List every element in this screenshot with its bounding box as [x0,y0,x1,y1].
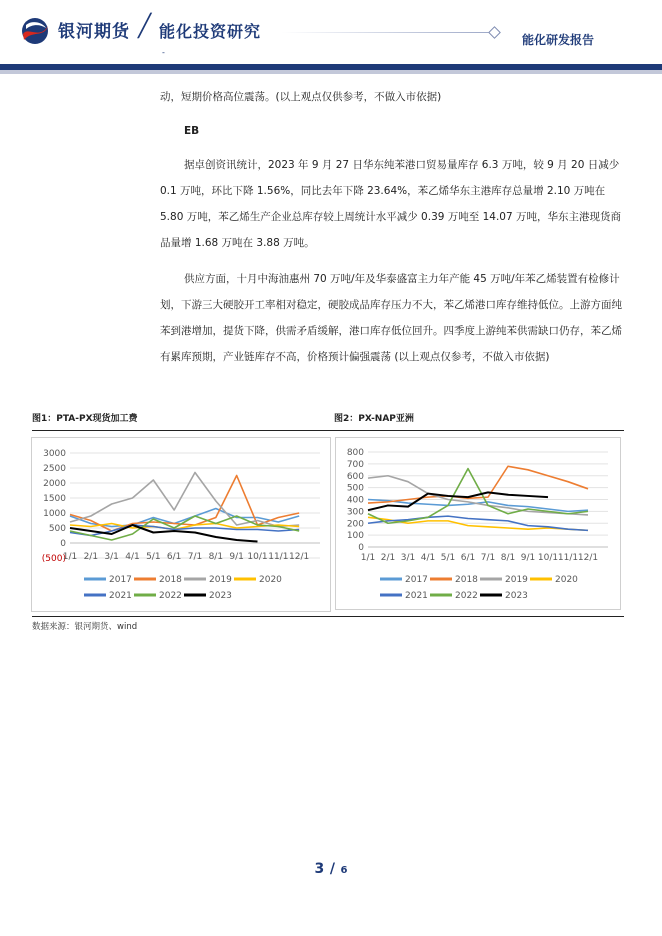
x-tick-label: 1/1 [62,552,78,562]
y-tick-label: 500 [48,524,66,534]
x-tick-label: 12/1 [289,552,310,562]
y-tick-label: 2500 [43,464,66,474]
y-tick-label: 0 [358,543,364,553]
legend-label-2020: 2020 [259,575,282,585]
x-tick-label: 12/1 [577,553,599,563]
legend-label-2020: 2020 [555,575,578,585]
x-tick-label: 9/1 [229,552,244,562]
page-header [0,0,662,74]
paragraph-3: 供应方面，十月中海油惠州 70 万吨/年及华泰盛富主力年产能 45 万吨/年苯乙烯装置有检修计划，下游三大硬胶开工率相对稳定，硬胶成品库存压力不大，苯乙烯港口库存维持低位。上游方面纯苯到港增加，提货下降，供需矛盾缓解，港口库存低位回升。四季度上游纯苯供需缺口仍存，苯乙烯有累库预期，产业链库存不高，价格预计偏强震荡 (以上观点仅参考，不做入市依据) [160,273,622,363]
report-type: 能化研发报告 [522,33,595,47]
x-tick-label: 10/1 [247,552,268,562]
header-rule [282,32,490,33]
y-tick-label: 500 [346,483,364,494]
x-tick-label: 11/1 [557,553,579,563]
figure-1-title: 图1：PTA-PX现货加工费 [32,414,138,424]
header-dash: - [162,48,165,57]
x-tick-label: 6/1 [166,552,182,562]
figure-2-title: 图2：PX-NAP亚洲 [334,414,414,424]
x-tick-label: 5/1 [440,553,456,563]
y-tick-label: 600 [346,471,364,482]
paragraph-2: 据卓创资讯统计，2023 年 9 月 27 日华东纯苯港口贸易量库存 6.3 万吨，较 9 月 20 日减少 0.1 万吨，环比下降 1.56%，同比去年下降 23.64%，苯乙烯华东主港库存总量增 2.10 万吨在 5.80 万吨，苯乙烯生产企业总库存较上周统计水平减少 0.39 万吨至 14.07 万吨，华东主港现货商品量增 1.68 万吨在 3.88 万吨。 [160,159,622,249]
legend-label-2022: 2022 [455,591,478,601]
legend-label-2019: 2019 [209,575,232,585]
legend-label-2017: 2017 [109,575,132,585]
diamond-icon [488,26,501,39]
y-tick-label: 0 [60,539,66,549]
x-tick-label: 7/1 [480,553,496,563]
x-tick-label: 8/1 [500,553,516,563]
y-tick-label: 1000 [43,509,66,519]
x-tick-label: 3/1 [104,552,119,562]
y-tick-label: 3000 [43,449,66,459]
page-current: 3 [314,861,325,877]
legend-label-2023: 2023 [505,591,528,601]
page-separator: / [329,861,335,877]
brand-name: 银河期货 [58,22,130,42]
x-tick-label: 3/1 [400,553,416,563]
y-tick-label: 700 [346,459,364,470]
x-tick-label: 7/1 [187,552,203,562]
data-source: 数据来源：银河期货、wind [32,622,138,632]
y-tick-label: 200 [346,519,364,530]
paragraph-1: 动，短期价格高位震荡。(以上观点仅供参考，不做入市依据) [160,91,442,103]
x-tick-label: 8/1 [208,552,224,562]
x-tick-label: 1/1 [360,553,376,563]
y-tick-label: 400 [346,495,364,506]
header-band-light [0,70,662,74]
chart-px-nap [335,437,621,610]
y-tick-label: 1500 [43,494,66,504]
chart-pta-px [31,437,331,612]
x-tick-label: 10/1 [537,553,559,563]
legend-label-2017: 2017 [405,575,428,585]
y-tick-label: 2000 [43,479,66,489]
section-name: 能化投资研究 [159,22,262,41]
y-tick-label: 300 [346,507,364,518]
page-total: 6 [340,865,348,876]
y-tick-label: (500) [41,554,66,564]
chart-px-nap-svg [336,438,620,609]
legend-label-2021: 2021 [109,591,132,601]
series-line-2018 [368,466,588,503]
eb-heading: EB [184,125,200,137]
galaxy-futures-logo-icon [18,16,52,46]
x-tick-label: 11/1 [268,552,289,562]
x-tick-label: 5/1 [146,552,161,562]
legend-label-2019: 2019 [505,575,528,585]
chart-pta-px-svg [32,438,330,611]
x-tick-label: 2/1 [380,553,396,563]
legend-label-2018: 2018 [159,575,182,585]
y-tick-label: 100 [346,531,364,542]
series-line-2022 [368,469,588,524]
figure-rule-top [32,430,624,431]
x-tick-label: 9/1 [520,553,536,563]
page-number [0,858,662,877]
legend-label-2023: 2023 [209,591,232,601]
header-divider: ╱ [138,14,152,39]
x-tick-label: 4/1 [125,552,140,562]
figure-rule-bottom [32,616,624,617]
legend-label-2018: 2018 [455,575,478,585]
legend-label-2022: 2022 [159,591,182,601]
x-tick-label: 2/1 [83,552,99,562]
y-tick-label: 800 [346,448,364,458]
legend-label-2021: 2021 [405,591,428,601]
x-tick-label: 6/1 [460,553,476,563]
x-tick-label: 4/1 [420,553,436,563]
